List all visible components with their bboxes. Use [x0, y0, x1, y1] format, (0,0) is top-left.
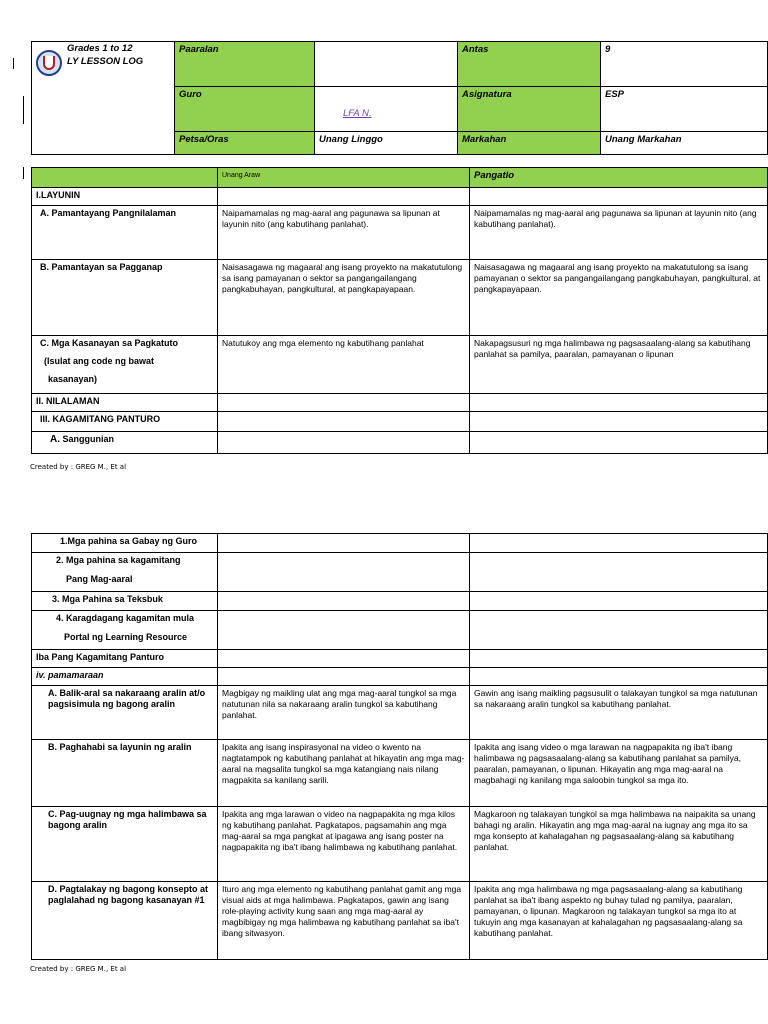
row-day3[interactable]: Naisasagawa ng magaaral ang isang proyekto na makatutulong sa isang pamayanan o sektor sa pangangailangang pangkabuhayan, pangkultural, at pangkapayapaan.: [470, 260, 768, 336]
quarter-label: Markahan: [458, 132, 601, 155]
learning-resource-title: 4. Karagdagang kagamitan mula: [56, 613, 195, 623]
text-cursor-mark: [13, 58, 14, 69]
teacher-cell[interactable]: [315, 87, 458, 132]
row-day1[interactable]: Ipakita ang mga larawan o video na nagpapakita ng mga kilos ng kabutihang panlahat. Pagkatapos, pagsamahin ang mga mag-aaral sa mga pangkat at ipagawa ang isang poster na nagpapakita ng iba't ibang halimbawa ng kabutihang panlahat.: [218, 807, 470, 882]
row-day1[interactable]: [218, 650, 470, 668]
grades-range: Grades 1 to 12: [67, 43, 133, 54]
text-cursor-mark: [23, 96, 24, 124]
grade-level-label: Antas: [458, 42, 601, 87]
row-label-nilalaman: II. NILALAMAN: [32, 394, 218, 412]
row-label-layunin: I.LAYUNIN: [32, 188, 218, 206]
row-day1[interactable]: Magbigay ng maikling ulat ang mga mag-aaral tungkol sa mga natutunan nila sa nakaraang aralin tungkol sa kabutihang panlahat.: [218, 686, 470, 740]
row-label-pagtalakay: D. Pagtalakay ng bagong konsepto at paglalahad ng bagong kasanayan #1: [32, 882, 218, 960]
materials-procedure-table: [31, 533, 768, 960]
text-cursor-mark: [23, 167, 24, 179]
row-day1[interactable]: [218, 188, 470, 206]
kagamitang-title: 2. Mga pahina sa kagamitang: [56, 555, 181, 565]
teacher-label: Guro: [175, 87, 315, 132]
datetime-value[interactable]: Unang Linggo: [315, 132, 458, 155]
footer-credit: Created by : GREG M., Et al: [30, 965, 127, 973]
row-day1[interactable]: [218, 592, 470, 611]
row-day3[interactable]: [470, 432, 768, 454]
row-day1[interactable]: [218, 668, 470, 686]
row-day3[interactable]: Nakapagsusuri ng mga halimbawa ng pagsasaalang-alang sa kabutihang panlahat sa pamilya, paaralan, pamayanan o lipunan: [470, 336, 768, 394]
kasanayan-note-end: kasanayan): [48, 374, 98, 384]
row-day1[interactable]: [218, 611, 470, 650]
row-day1[interactable]: Naisasagawa ng magaaral ang isang proyekto na makatutulong sa isang pamayanan o sektor sa pangangailangang pangkabuhayan, pangkultural, at pangkapayapaan.: [218, 260, 470, 336]
row-day3[interactable]: [470, 394, 768, 412]
row-day1[interactable]: Ipakita ang isang inspirasyonal na video o kwento na nagtatampok ng kabutihang panlahat at hikayatin ang mga mag-aaral na magsalita tungkol sa mga katangiang nais nilang magpakita sa kanilang sarili.: [218, 740, 470, 807]
row-day1[interactable]: [218, 394, 470, 412]
row-day1[interactable]: Natutukoy ang mga elemento ng kabutihang panlahat: [218, 336, 470, 394]
row-day3[interactable]: [470, 650, 768, 668]
row-day3[interactable]: Naipamamalas ng mag-aaral ang pagunawa sa lipunan at layunin nito (ang kabutihang panlahat).: [470, 206, 768, 260]
kagamitang-title-end: Pang Mag-aaral: [66, 574, 133, 584]
row-label-gabay-guro: 1.Mga pahina sa Gabay ng Guro: [32, 534, 218, 553]
row-day3[interactable]: [470, 553, 768, 592]
row-label-kagamitang-mag-aaral: [32, 553, 218, 592]
row-day3[interactable]: Ipakita ang isang video o mga larawan na nagpapakita ng iba't ibang halimbawa ng pagsasaalang-alang sa kabutihang panlahat sa pamilya, paaralan, pamayanan, o lipunan. Hikayatin ang mga mag-aaral na magbahagi ng kanilang mga saloobin tungkol sa mga ito.: [470, 740, 768, 807]
row-label-paghahabi: B. Paghahabi sa layunin ng aralin: [32, 740, 218, 807]
quarter-value[interactable]: Unang Markahan: [601, 132, 768, 155]
row-day3[interactable]: [470, 188, 768, 206]
row-label-sanggunian: [32, 432, 218, 454]
row-day3[interactable]: Magkaroon ng talakayan tungkol sa mga halimbawa na naipakita sa unang bahagi ng aralin. Hikayatin ang mga mag-aaral na iugnay ang mga ito sa mga konsepto at kahalagahan ng pagsasaalang-alang sa kabutihang panlahat.: [470, 807, 768, 882]
table-header-blank: [32, 168, 218, 188]
lesson-log-header: [31, 41, 768, 155]
row-day1[interactable]: [218, 432, 470, 454]
row-day1[interactable]: [218, 534, 470, 553]
school-seal-icon: [36, 50, 62, 76]
row-day1[interactable]: [218, 553, 470, 592]
row-day3[interactable]: [470, 668, 768, 686]
row-label-pamantayan-sa-pagganap: B. Pamantayan sa Pagganap: [32, 260, 218, 336]
row-label-pamamaraan: iv. pamamaraan: [32, 668, 218, 686]
row-label-balik-aral: A. Balik-aral sa nakaraang aralin at/o pagsisimula ng bagong aralin: [32, 686, 218, 740]
datetime-label: Petsa/Oras: [175, 132, 315, 155]
learning-resource-title-end: Portal ng Learning Resource: [64, 632, 188, 642]
sanggunian-text: Sanggunian: [62, 434, 115, 444]
school-value[interactable]: [315, 42, 458, 87]
teacher-value: LFA N.: [343, 108, 372, 119]
row-day3[interactable]: Gawin ang isang maikling pagsusulit o talakayan tungkol sa mga natutunan sa nakaraang aralin tungkol sa kabutihang panlahat.: [470, 686, 768, 740]
logo-cell: [32, 42, 175, 155]
row-day3[interactable]: [470, 611, 768, 650]
grade-level-value[interactable]: 9: [601, 42, 768, 87]
row-label-kasanayan: [32, 336, 218, 394]
row-day3[interactable]: [470, 534, 768, 553]
row-label-teksbuk: 3. Mga Pahina sa Teksbuk: [32, 592, 218, 611]
row-label-learning-resource: [32, 611, 218, 650]
sanggunian-letter: A.: [50, 434, 60, 445]
row-label-pamantayang-pangnilalaman: A. Pamantayang Pangnilalaman: [32, 206, 218, 260]
row-day1[interactable]: [218, 412, 470, 432]
row-day1[interactable]: Naipamamalas ng mag-aaral ang pagunawa sa lipunan at layunin nito (ang kabutihang panlahat).: [218, 206, 470, 260]
subject-value[interactable]: ESP: [601, 87, 768, 132]
objectives-table: [31, 167, 768, 454]
subject-label: Asignatura: [458, 87, 601, 132]
row-day1[interactable]: Ituro ang mga elemento ng kabutihang panlahat gamit ang mga visual aids at mga halimbawa. Pagkatapos, gawin ang isang role-playing activity kung saan ang mga mag-aaral ay magbibigay ng mga halimbawa ng kabutihang panlahat sa iba't ibang sitwasyon.: [218, 882, 470, 960]
col-header-day1: Unang Araw: [218, 168, 470, 188]
row-label-iba-pang-kagamitan: Iba Pang Kagamitang Panturo: [32, 650, 218, 668]
row-day3[interactable]: [470, 412, 768, 432]
row-label-kagamitang-panturo: III. KAGAMITANG PANTURO: [32, 412, 218, 432]
row-day3[interactable]: [470, 592, 768, 611]
footer-credit: Created by : GREG M., Et al: [30, 463, 127, 471]
col-header-day3: Pangatlo: [470, 168, 768, 188]
log-title: LY LESSON LOG: [67, 56, 144, 67]
kasanayan-note: (Isulat ang code ng bawat: [44, 356, 155, 366]
kasanayan-title: C. Mga Kasanayan sa Pagkatuto: [40, 338, 179, 348]
school-label: Paaralan: [175, 42, 315, 87]
row-label-pag-uugnay: C. Pag-uugnay ng mga halimbawa sa bagong aralin: [32, 807, 218, 882]
row-day3[interactable]: Ipakita ang mga halimbawa ng mga pagsasaalang-alang sa kabutihang panlahat sa iba't ibang aspekto ng buhay tulad ng pamilya, paaralan, pamayanan, o lipunan. Magkaroon ng talakayan tungkol sa mga ito at tukuyin ang mga kasanayan at kahalagahan ng pagsasaalang-alang sa kabutihang panlahat.: [470, 882, 768, 960]
